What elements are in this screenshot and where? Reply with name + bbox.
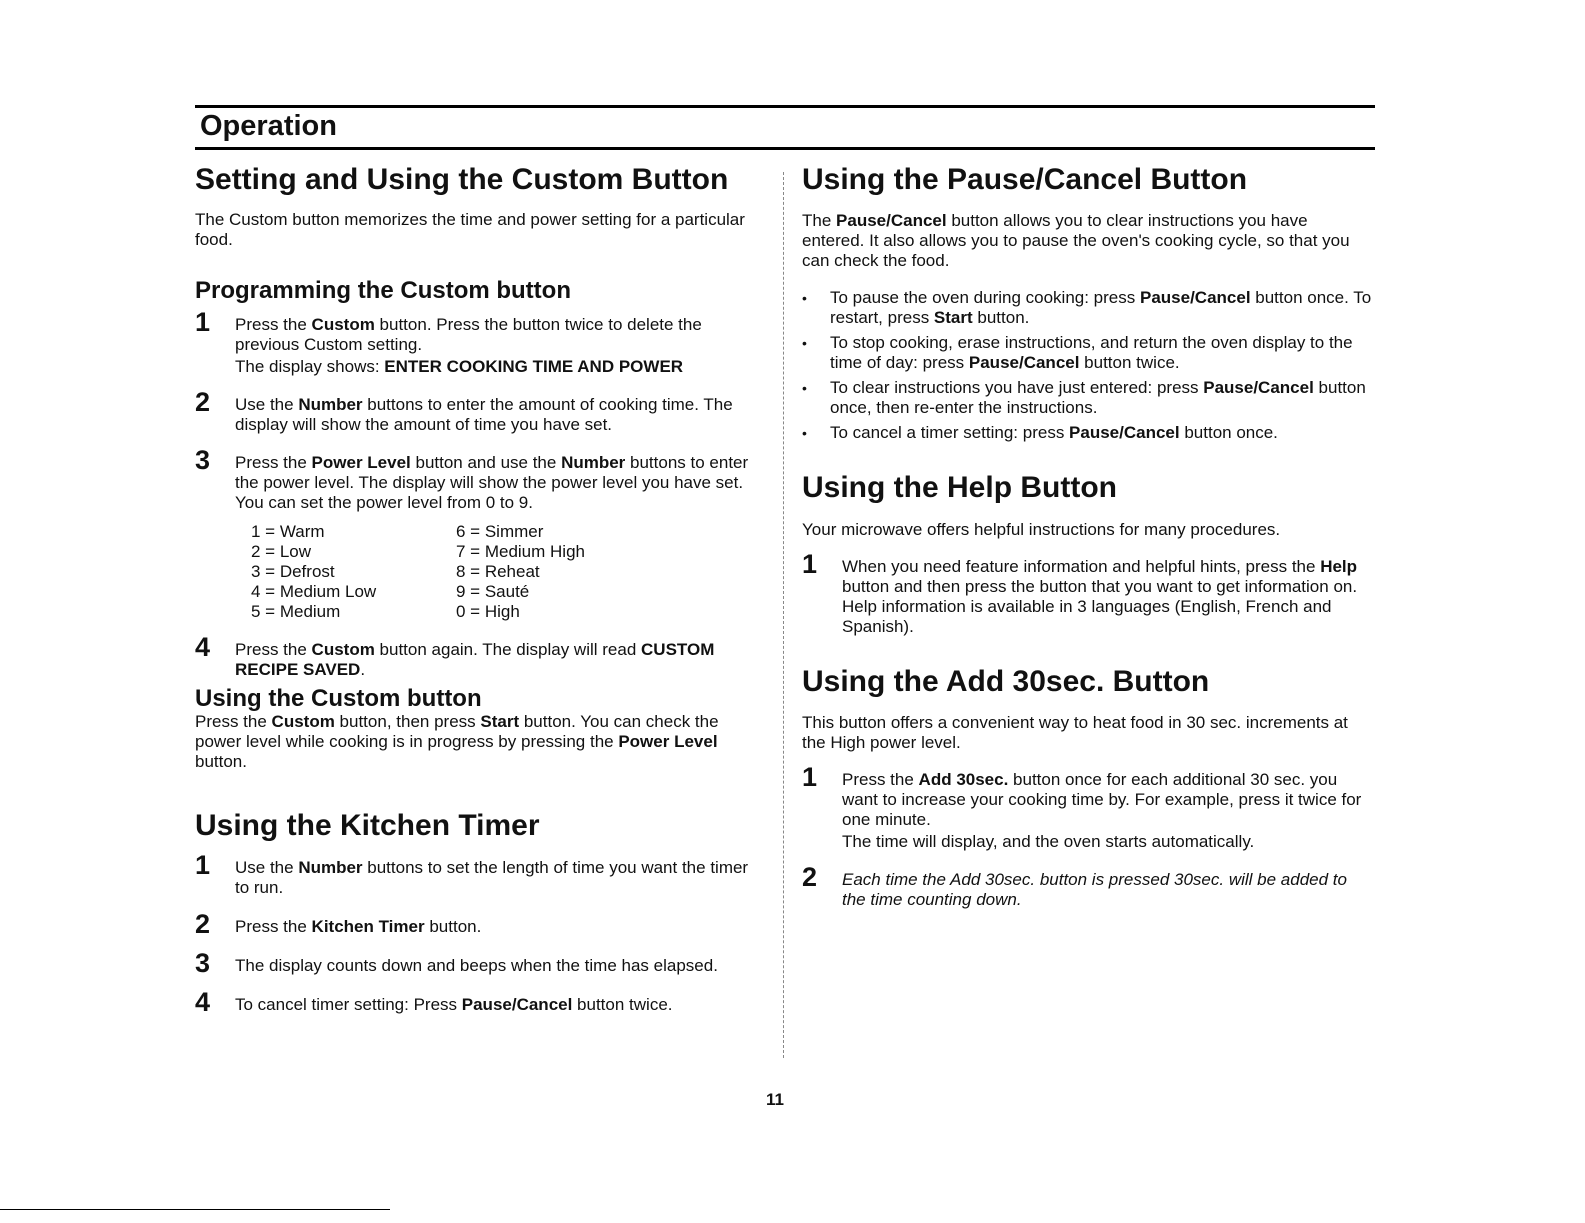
step-number: 2: [195, 909, 211, 940]
timer-step-4: 4 To cancel timer setting: Press Pause/Cancel button twice.: [195, 987, 673, 1018]
programming-step-2: 2 Use the Number buttons to enter the amount of cooking time. The display will show the amount of time you have set.: [195, 386, 733, 434]
step-number: 4: [195, 987, 211, 1018]
add30-heading: Using the Add 30sec. Button: [802, 665, 1210, 698]
help-step-1: 1 When you need feature information and helpful hints, press the Help button and then press the button that you want to get information on. Help information is available in 3 languages (English, French and Spanish).: [802, 549, 1358, 636]
section-title: Operation: [200, 110, 337, 142]
custom-intro: The Custom button memorizes the time and power setting for a particular food.: [195, 210, 745, 249]
step-number: 2: [802, 862, 818, 892]
pause-bullet-list: [802, 288, 1372, 443]
step-number: 3: [195, 948, 211, 979]
top-rule: [195, 105, 1375, 108]
add30-intro: This button offers a convenient way to heat food in 30 sec. increments at the High power level.: [802, 713, 1348, 752]
list-item: • To cancel a timer setting: press Pause/Cancel button once.: [802, 423, 1372, 443]
pause-intro: The Pause/Cancel button allows you to clear instructions you have entered. It also allows you to pause the oven's cooking cycle, so that you can check the food.: [802, 211, 1350, 270]
step-number: 3: [195, 444, 211, 475]
list-item: • To pause the oven during cooking: press Pause/Cancel button once. To restart, press Start button.: [802, 288, 1372, 328]
using-custom-heading: Using the Custom button: [195, 684, 482, 712]
pause-heading: Using the Pause/Cancel Button: [802, 163, 1248, 196]
left-column: [195, 158, 765, 1018]
list-item: • To stop cooking, erase instructions, and return the oven display to the time of day: press Pause/Cancel button twice.: [802, 333, 1372, 373]
timer-step-1: 1 Use the Number buttons to set the length of time you want the timer to run.: [195, 850, 749, 898]
bottom-rule: [0, 1209, 390, 1210]
using-custom-text: Press the Custom button, then press Start button. You can check the power level while cooking is in progress by pressing the Power Level button.: [195, 712, 719, 772]
step-number: 1: [802, 762, 818, 792]
add30-step-1: 1 Press the Add 30sec. button once for each additional 30 sec. you want to increase your cooking time by. For example, press it twice for one minute. The time will display, and the oven starts automatically.: [802, 762, 1362, 851]
step-number: 1: [195, 306, 211, 337]
column-divider: [783, 172, 784, 1058]
programming-step-3: 3 Press the Power Level button and use the Number buttons to enter the power level. The display will show the power level you have set. You can set the power level from 0 to 9.: [195, 444, 749, 512]
power-level-row: 1 = Warm 6 = Simmer: [251, 521, 544, 541]
timer-step-2: 2 Press the Kitchen Timer button.: [195, 909, 482, 940]
right-column: [802, 158, 1372, 910]
timer-heading: Using the Kitchen Timer: [195, 809, 540, 843]
list-item: • To clear instructions you have just entered: press Pause/Cancel button once, then re-enter the instructions.: [802, 378, 1372, 418]
add30-step-2: 2 Each time the Add 30sec. button is pressed 30sec. will be added to the time counting down.: [802, 862, 1347, 909]
power-level-table: [195, 522, 765, 622]
step-number: 1: [195, 850, 211, 881]
programming-step-1: 1 Press the Custom button. Press the button twice to delete the previous Custom setting. The display shows: ENTER COOKING TIME AND POWER: [195, 306, 702, 376]
section-rule: [195, 147, 1375, 150]
power-level-row: 2 = Low 7 = Medium High: [251, 541, 585, 561]
step-number: 2: [195, 386, 211, 417]
programming-heading: Programming the Custom button: [195, 277, 571, 304]
power-level-row: 5 = Medium 0 = High: [251, 601, 520, 621]
step-number: 4: [195, 631, 211, 662]
power-level-row: 3 = Defrost 8 = Reheat: [251, 561, 540, 581]
step-number: 1: [802, 549, 818, 579]
page-number: 11: [766, 1090, 784, 1109]
help-intro: Your microwave offers helpful instructions for many procedures.: [802, 520, 1281, 539]
help-heading: Using the Help Button: [802, 471, 1117, 504]
power-level-row: 4 = Medium Low 9 = Sauté: [251, 581, 530, 601]
timer-step-3: 3 The display counts down and beeps when the time has elapsed.: [195, 948, 718, 979]
custom-heading: Setting and Using the Custom Button: [195, 163, 729, 196]
programming-step-4: 4 Press the Custom button again. The display will read CUSTOM RECIPE SAVED.: [195, 631, 715, 679]
